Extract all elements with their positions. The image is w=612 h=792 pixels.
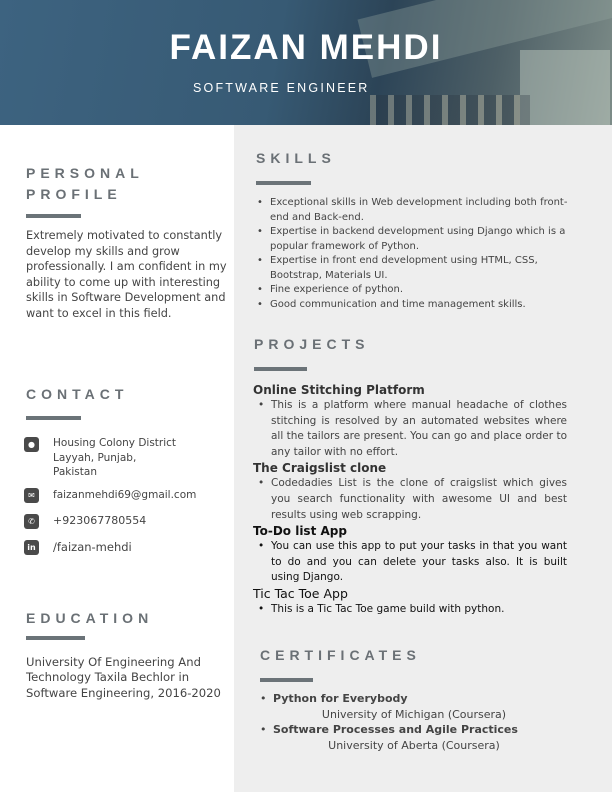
skill-item: • Fine experience of python. [252, 283, 578, 298]
contact-email[interactable]: faizanmehdi69@gmail.com [53, 489, 197, 501]
location-pin-icon: ● [24, 437, 39, 452]
divider [256, 181, 311, 185]
linkedin-icon: in [24, 540, 39, 555]
profile-heading: PERSONAL PROFILE [26, 165, 144, 202]
banner-decoration [370, 95, 530, 125]
candidate-name: FAIZAN MEHDI [169, 28, 443, 67]
skills-heading: SKILLS [256, 150, 336, 166]
certificate-item: • Software Processes and Agile Practices University of Aberta (Coursera) [255, 722, 555, 753]
phone-icon: ✆ [24, 514, 39, 529]
project-title: To-Do list App [253, 524, 347, 539]
contact-heading: CONTACT [26, 386, 129, 402]
projects-list [253, 382, 567, 618]
divider [26, 416, 81, 420]
certificate-item: • Python for Everybody University of Michigan (Coursera) [255, 691, 555, 722]
certificates-list [255, 691, 555, 753]
contact-address: Housing Colony District Layyah, Punjab, Pakistan [53, 437, 177, 478]
skill-item: • Expertise in front end development using HTML, CSS, Bootstrap, Materials UI. [252, 254, 578, 283]
candidate-title: SOFTWARE ENGINEER [193, 81, 370, 95]
project-title: Online Stitching Platform [253, 383, 425, 397]
profile-text: Extremely motivated to constantly develop my skills and grow professionally. I am confident in my ability to come up with interesting skills in Software Development and want to excel in this field. [26, 229, 227, 320]
skills-list [252, 196, 578, 312]
divider [260, 678, 313, 682]
project-description: • This is a Tic Tac Toe game build with python. [253, 602, 567, 618]
skill-item: • Exceptional skills in Web development including both front-end and Back-end. [252, 196, 578, 225]
project-title: Tic Tac Toe App [253, 585, 348, 601]
contact-phone: +923067780554 [53, 514, 147, 527]
skill-item: • Good communication and time management skills. [252, 298, 578, 313]
skill-item: • Expertise in backend development using Django which is a popular framework of Python. [252, 225, 578, 254]
education-heading: EDUCATION [26, 610, 154, 626]
projects-heading: PROJECTS [254, 336, 370, 352]
divider [254, 367, 307, 371]
project-description: • You can use this app to put your tasks in that you want to do and you can delete your tasks also. It is built using Django. [253, 539, 567, 586]
certificates-heading: CERTIFICATES [260, 647, 421, 663]
email-icon: ✉ [24, 488, 39, 503]
project-title: The Craigslist clone [253, 461, 387, 476]
contact-linkedin[interactable]: /faizan-mehdi [53, 540, 132, 554]
education-text: University Of Engineering And Technology Taxila Bechlor in Software Engineering, 2016-2020 [26, 655, 221, 700]
header-banner [0, 0, 612, 125]
divider [26, 214, 81, 218]
project-description: • This is a platform where manual headache of clothes stitching is resolved by an automated websites where all the tailors are present. You can go and place order to any tailor with no effort. [253, 398, 567, 460]
project-description: • Codedadies List is the clone of craigslist which gives you search functionality with awesome UI and best results using web scrapping. [253, 476, 567, 523]
divider [26, 636, 85, 640]
